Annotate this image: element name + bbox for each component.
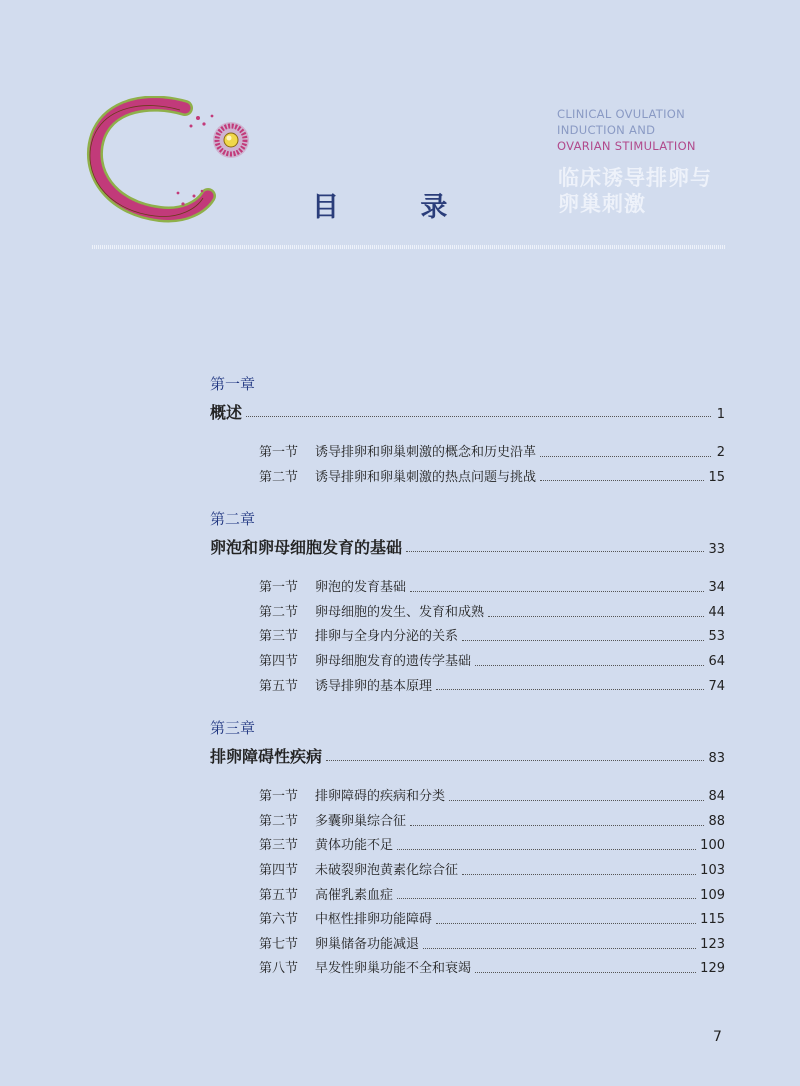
page-ref: 88 xyxy=(708,813,725,829)
dot-leader xyxy=(475,972,696,973)
section-title: 中枢性排卵功能障碍 xyxy=(315,912,433,928)
section-number: 第二节 xyxy=(259,469,299,485)
chapter-label: 第二章 xyxy=(210,510,256,529)
page-ref: 1 xyxy=(716,407,725,422)
page-ref: 64 xyxy=(708,653,725,669)
section-title: 排卵障碍的疾病和分类 xyxy=(315,789,446,805)
section-entry[interactable] xyxy=(259,785,725,810)
dot-leader xyxy=(436,923,696,924)
section-title: 高催乳素血症 xyxy=(315,887,394,903)
table-of-contents xyxy=(210,373,725,1000)
chapter-entry[interactable] xyxy=(210,743,725,771)
page-ref: 109 xyxy=(700,887,725,903)
section-entry[interactable] xyxy=(259,625,725,650)
section-number: 第一节 xyxy=(259,789,299,805)
section-title: 诱导排卵和卵巢刺激的概念和历史沿革 xyxy=(315,445,537,460)
page-ref: 34 xyxy=(708,580,725,596)
page-ref: 83 xyxy=(708,751,725,767)
section-number: 第二节 xyxy=(259,604,299,620)
section-number: 第二节 xyxy=(259,813,299,829)
section-entry[interactable] xyxy=(259,441,725,466)
header-divider xyxy=(92,245,725,249)
dot-leader xyxy=(540,456,711,457)
page-ref: 123 xyxy=(700,936,725,952)
section-entry[interactable] xyxy=(259,601,725,626)
page-ref: 100 xyxy=(700,838,725,854)
page-number: 7 xyxy=(713,1029,722,1045)
dot-leader xyxy=(436,689,704,690)
section-entry[interactable] xyxy=(259,810,725,835)
dot-leader xyxy=(406,551,704,552)
chapter-title: 概述 xyxy=(210,403,243,422)
section-title: 早发性卵巢功能不全和衰竭 xyxy=(315,961,472,977)
section-number: 第五节 xyxy=(259,887,299,903)
section-entry[interactable] xyxy=(259,933,725,958)
section-number: 第五节 xyxy=(259,678,299,694)
section-title: 诱导排卵的基本原理 xyxy=(315,678,433,694)
dot-leader xyxy=(410,591,704,592)
page-ref: 15 xyxy=(708,469,725,485)
section-title: 排卵与全身内分泌的关系 xyxy=(315,629,459,645)
dot-leader xyxy=(397,849,696,850)
chapter-entry[interactable] xyxy=(210,534,725,562)
section-entry[interactable] xyxy=(259,834,725,859)
section-number: 第六节 xyxy=(259,912,299,928)
chapter-label: 第三章 xyxy=(210,719,256,738)
section-entry[interactable] xyxy=(259,859,725,884)
dot-leader xyxy=(410,825,704,826)
dot-leader xyxy=(488,616,704,617)
dot-leader xyxy=(246,416,711,417)
chapter-label: 第一章 xyxy=(210,375,256,393)
section-title: 诱导排卵和卵巢刺激的热点问题与挑战 xyxy=(315,469,537,485)
section-title: 卵巢储备功能减退 xyxy=(315,936,420,952)
ovary-illustration-logo xyxy=(80,96,270,226)
section-title: 卵母细胞的发生、发育和成熟 xyxy=(315,604,485,620)
section-number: 第一节 xyxy=(259,445,299,460)
page-title: 目 录 xyxy=(312,192,484,223)
section-list xyxy=(210,441,725,490)
page-ref: 33 xyxy=(708,542,725,558)
page-ref: 103 xyxy=(700,862,725,878)
dot-leader xyxy=(475,665,704,666)
page-ref: 74 xyxy=(708,678,725,694)
section-entry[interactable] xyxy=(259,650,725,675)
chapter-entry[interactable] xyxy=(210,399,725,427)
section-title: 多囊卵巢综合征 xyxy=(315,813,407,829)
section-entry[interactable] xyxy=(259,957,725,982)
page-ref: 129 xyxy=(700,961,725,977)
page-ref: 53 xyxy=(708,629,725,645)
dot-leader xyxy=(423,948,696,949)
section-entry[interactable] xyxy=(259,576,725,601)
chapter-title: 排卵障碍性疾病 xyxy=(210,747,323,767)
section-entry[interactable] xyxy=(259,675,725,700)
section-title: 黄体功能不足 xyxy=(315,838,394,854)
dot-leader xyxy=(462,640,704,641)
section-title: 卵泡的发育基础 xyxy=(315,580,407,596)
section-number: 第四节 xyxy=(259,653,299,669)
section-number: 第八节 xyxy=(259,961,299,977)
section-title: 卵母细胞发育的遗传学基础 xyxy=(315,653,472,669)
chapter-title: 卵泡和卵母细胞发育的基础 xyxy=(210,538,403,558)
book-title-en-line: INDUCTION AND xyxy=(557,123,656,137)
section-list xyxy=(210,785,725,982)
page-ref: 115 xyxy=(700,912,725,928)
section-entry[interactable] xyxy=(259,466,725,491)
book-title-cn-line: 临床诱导排卵与 xyxy=(558,166,712,190)
dot-leader xyxy=(462,874,696,875)
book-title-cn-line: 卵巢刺激 xyxy=(558,192,646,216)
dot-leader xyxy=(326,760,704,761)
section-number: 第七节 xyxy=(259,936,299,952)
page-ref: 2 xyxy=(716,445,725,460)
book-title-en-line: OVARIAN STIMULATION xyxy=(557,139,696,153)
dot-leader xyxy=(540,480,704,481)
section-list xyxy=(210,576,725,699)
book-title-en-line: CLINICAL OVULATION xyxy=(557,107,686,121)
page-ref: 84 xyxy=(708,789,725,805)
section-number: 第四节 xyxy=(259,862,299,878)
page-ref: 44 xyxy=(708,604,725,620)
dot-leader xyxy=(397,898,696,899)
section-title: 未破裂卵泡黄素化综合征 xyxy=(315,862,459,878)
section-number: 第三节 xyxy=(259,629,299,645)
book-title-chinese xyxy=(558,165,712,217)
book-title-english xyxy=(557,106,696,154)
section-number: 第一节 xyxy=(259,580,299,596)
section-entry[interactable] xyxy=(259,908,725,933)
section-entry[interactable] xyxy=(259,884,725,909)
section-number: 第三节 xyxy=(259,838,299,854)
dot-leader xyxy=(449,800,704,801)
